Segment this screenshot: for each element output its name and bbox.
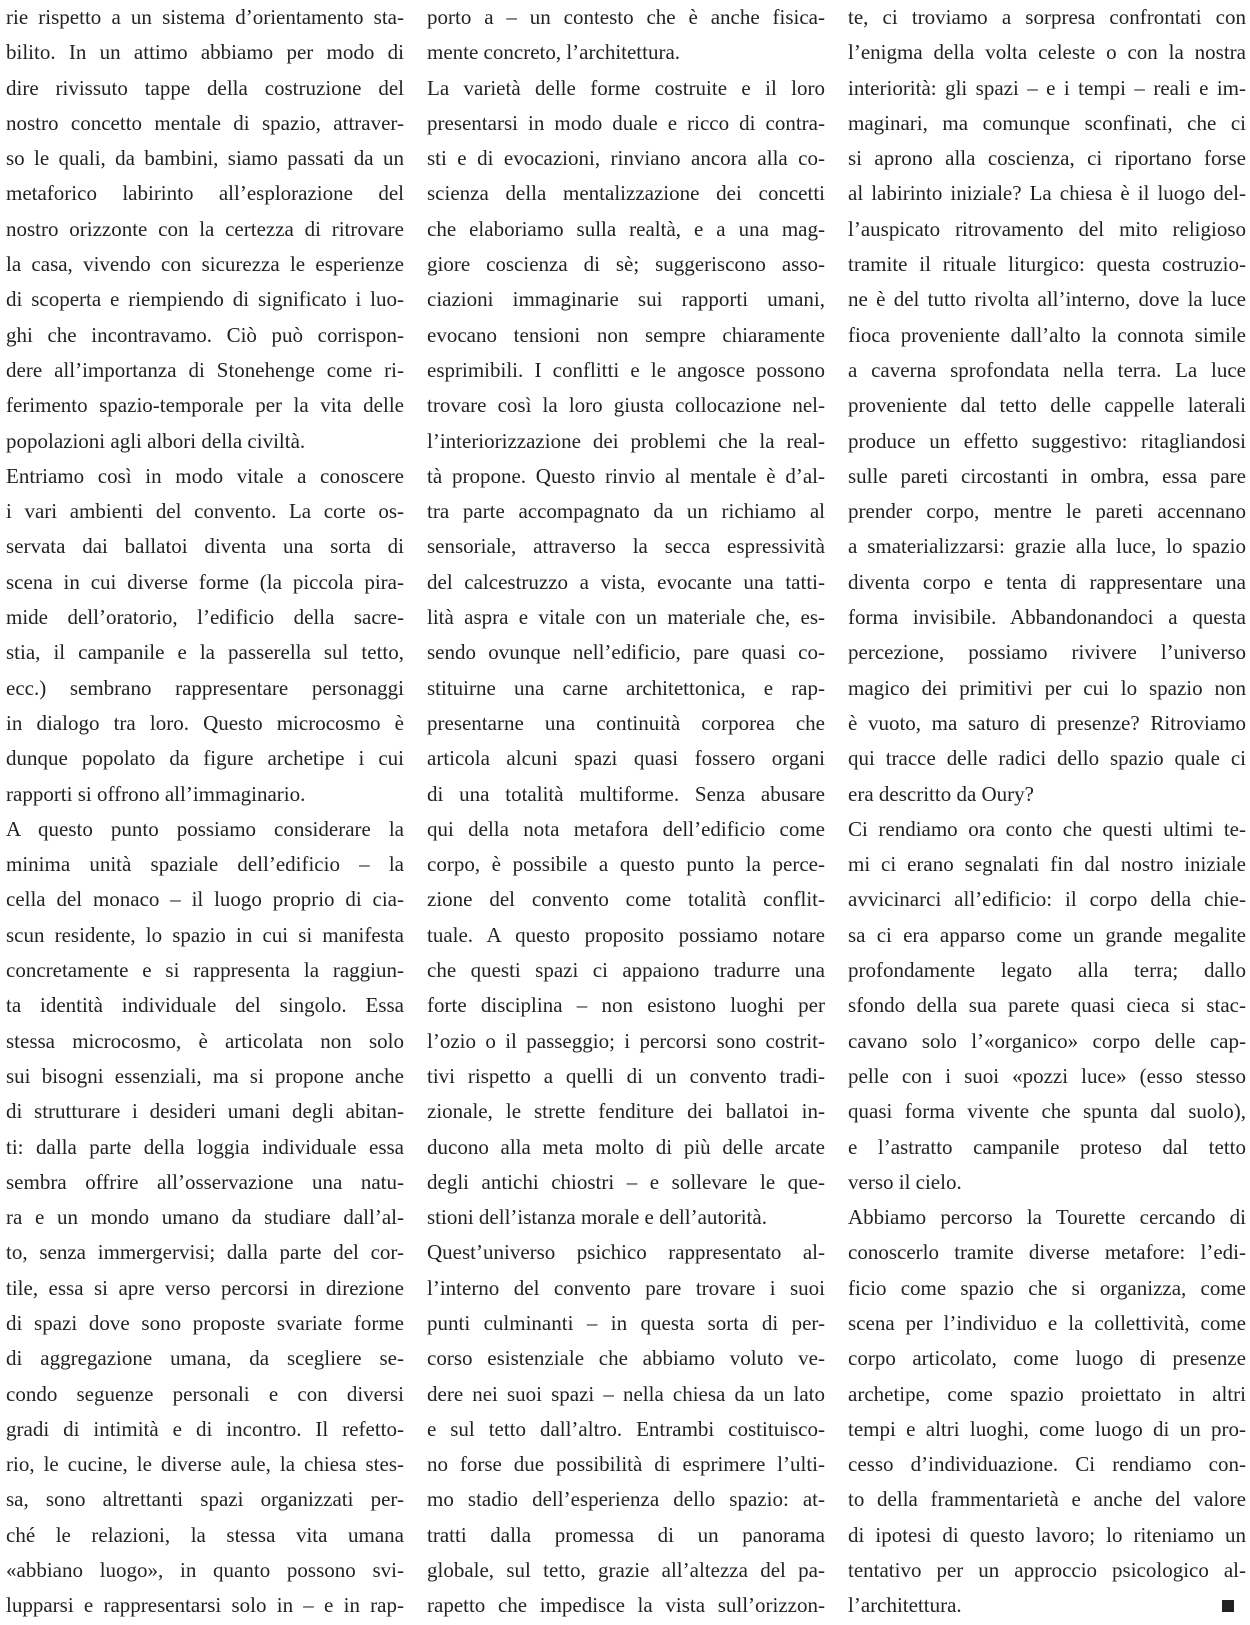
text-line: verso il cielo. [848,1169,962,1194]
text-line: ché le relazioni, la stessa vita umana [6,1522,404,1547]
text-column-2 [427,0,825,1624]
text-line: stioni dell’istanza morale e dell’autorità. [427,1205,767,1230]
text-line: sensoriale, attraverso la secca espressività [427,534,825,559]
text-line: forma invisibile. Abbandonandoci a questa [848,605,1246,630]
text-column-1 [6,0,404,1624]
text-line: sui bisogni essenziali, ma si propone anche [6,1063,404,1088]
text-line: tramite il rituale liturgico: questa costruzio- [848,252,1246,277]
text-line: al labirinto iniziale? La chiesa è il luogo del- [848,181,1246,206]
text-line: era descritto da Oury? [848,781,1034,806]
text-line: ta identità individuale del singolo. Essa [6,993,404,1018]
text-line: sembra offrire all’osservazione una natu- [6,1169,404,1194]
text-line: metaforico labirinto all’esplorazione del [6,181,404,206]
text-line: di una totalità multiforme. Senza abusare [427,781,825,806]
text-line: esprimibili. I conflitti e le angosce possono [427,357,825,382]
text-line: dire rivissuto tappe della costruzione del [6,75,404,100]
text-line: mide dell’oratorio, l’edificio della sacre- [6,605,404,630]
text-line: sfondo della sua parete quasi cieca si stac- [848,993,1246,1018]
text-line: porto a – un contesto che è anche fisica- [427,5,825,29]
text-line: prender corpo, mentre le pareti accennano [848,499,1246,524]
text-line: popolazioni agli albori della civiltà. [6,428,306,453]
text-line: cella del monaco – il luogo proprio di cia- [6,887,404,912]
text-line: stia, il campanile e la passerella sul tetto, [6,640,404,665]
text-line: che elaboriamo sulla realtà, e a una mag- [427,216,825,241]
text-line: giore coscienza di sè; suggeriscono asso- [427,252,825,277]
text-line: to, senza immergervisi; dalla parte del cor- [6,1240,404,1265]
text-line: in dialogo tra loro. Questo microcosmo è [6,710,404,735]
text-line: stituirne una carne architettonica, e rap- [427,675,825,700]
text-line: conoscerlo tramite diverse metafore: l’edi- [848,1240,1246,1265]
text-line: presentarsi in modo duale e ricco di contra- [427,110,825,135]
text-line: mente concreto, l’architettura. [427,40,681,65]
text-line: di spazi dove sono proposte svariate forme [6,1310,404,1335]
text-line: scienza della mentalizzazione dei concetti [427,181,825,206]
text-line: presentarne una continuità corporea che [427,710,825,735]
text-line: magico dei primitivi per cui lo spazio non [848,675,1246,700]
text-line: di scoperta e riempiendo di significato i luo- [6,287,404,312]
text-line: minima unità spaziale dell’edificio – la [6,852,404,877]
text-line: globale, sul tetto, grazie all’altezza del pa- [427,1558,825,1583]
text-line: percezione, possiamo rivivere l’universo [848,640,1246,665]
text-line: condo seguenze personali e con diversi [6,1381,404,1406]
text-line: e l’astratto campanile proteso dal tetto [848,1134,1246,1159]
text-line: dere nei suoi spazi – nella chiesa da un lato [427,1381,825,1406]
text-line: cesso d’individuazione. Ci rendiamo con- [848,1452,1246,1477]
text-line: bilito. In un attimo abbiamo per modo di [6,40,404,65]
text-line: corpo articolato, come luogo di presenze [848,1346,1246,1371]
text-line: tuale. A questo proposito possiamo notare [427,922,825,947]
text-line: La varietà delle forme costruite e il loro [427,75,825,100]
text-line: l’auspicato ritrovamento del mito religioso [848,216,1246,241]
text-line: si aprono alla coscienza, ci riportano forse [848,146,1246,171]
text-line: tempi e altri luoghi, come luogo di un pro- [848,1416,1246,1441]
text-line: so le quali, da bambini, siamo passati da un [6,146,404,171]
text-line: tivi rispetto a quelli di un convento tradi- [427,1063,825,1088]
text-line: punti culminanti – in questa sorta di per- [427,1310,825,1335]
text-line: dere all’importanza di Stonehenge come ri- [6,357,404,382]
text-line: «abbiano luogo», in quanto possono svi- [6,1558,404,1583]
text-line: ti: dalla parte della loggia individuale essa [6,1134,404,1159]
text-line: a caverna sprofondata nella terra. La luce [848,357,1246,382]
text-line: ducono alla meta molto di più delle arcate [427,1134,825,1159]
text-line: ficio come spazio che si organizza, come [848,1275,1246,1300]
text-line: mi ci erano segnalati fin dal nostro iniziale [848,852,1246,877]
text-line: tà propone. Questo rinvio al mentale è d’al- [427,463,825,488]
text-line: diventa corpo e tenta di rappresentare una [848,569,1246,594]
text-line: lupparsi e rappresentarsi solo in – e in rap- [6,1593,404,1618]
text-line: rapetto che impedisce la vista sull’orizzon- [427,1593,825,1618]
text-line: corso esistenziale che abbiamo voluto ve- [427,1346,825,1371]
text-line: di aggregazione umana, da scegliere se- [6,1346,404,1371]
text-line: A questo punto possiamo considerare la [6,816,404,841]
text-line: che questi spazi ci appaiono tradurre una [427,958,825,983]
text-line: tra parte accompagnato da un richiamo al [427,499,825,524]
text-line: zionale, le strette fenditure dei ballatoi in- [427,1099,825,1124]
text-line: ecc.) sembrano rappresentare personaggi [6,675,404,700]
text-line: sulle pareti circostanti in ombra, essa pare [848,463,1246,488]
text-line: ciazioni immaginarie sui rapporti umani, [427,287,825,312]
text-line: trovare così la loro giusta collocazione nel- [427,393,825,418]
text-line: del calcestruzzo a vista, evocante una tatti- [427,569,825,594]
text-line: ghi che incontravamo. Ciò può corrispon- [6,322,404,347]
text-line: di ipotesi di questo lavoro; lo riteniamo un [848,1522,1246,1547]
text-line: scena in cui diverse forme (la piccola pira- [6,569,404,594]
text-line: tratti dalla promessa di un panorama [427,1522,825,1547]
text-line: lità aspra e vitale con un materiale che, es- [427,605,825,630]
text-line: sti e di evocazioni, rinviano ancora alla co- [427,146,825,171]
text-line: zione del convento come totalità conflit- [427,887,825,912]
text-line: nostro concetto mentale di spazio, attraver- [6,110,404,135]
text-line: di strutturare i desideri umani degli abitan- [6,1099,404,1124]
text-line: fioca proveniente dall’alto la connota simile [848,322,1246,347]
text-line: evocano tensioni non sempre chiaramente [427,322,825,347]
text-line: l’architettura. [848,1593,962,1618]
text-line: sa ci era apparso come un grande megalite [848,922,1246,947]
text-line: rio, le cucine, le diverse aule, la chiesa stes- [6,1452,404,1477]
text-line: corpo, è possibile a questo punto la perce- [427,852,825,877]
text-line: rapporti si offrono all’immaginario. [6,781,306,806]
text-line: e sul tetto dall’altro. Entrambi costituisco- [427,1416,825,1441]
text-line: te, ci troviamo a sorpresa confrontati con [848,5,1246,29]
text-line: ne è del tutto rivolta all’interno, dove la luce [848,287,1246,312]
text-line: interiorità: gli spazi – e i tempi – reali e im- [848,75,1246,100]
text-line: mo stadio dell’esperienza dello spazio: at- [427,1487,825,1512]
text-line: qui tracce delle radici dello spazio quale ci [848,746,1246,771]
text-line: cavano solo l’«organico» corpo delle cap- [848,1028,1246,1053]
text-line: l’ozio o il passeggio; i percorsi sono costrit- [427,1028,825,1053]
text-line: la casa, vivendo con sicurezza le esperienze [6,252,404,277]
text-line: rie rispetto a un sistema d’orientamento sta- [6,5,404,29]
text-line: è vuoto, ma saturo di presenze? Ritroviamo [848,710,1246,735]
text-line: scun residente, lo spazio in cui si manifesta [6,922,404,947]
text-line: Abbiamo percorso la Tourette cercando di [848,1205,1246,1230]
text-line: gradi di intimità e di incontro. Il refetto- [6,1416,404,1441]
end-of-article-square [1222,1600,1234,1612]
text-line: proveniente dal tetto delle cappelle laterali [848,393,1246,418]
text-line: avvicinarci all’edificio: il corpo della chie- [848,887,1246,912]
text-line: ra e un mondo umano da studiare dall’al- [6,1205,404,1230]
text-line: l’enigma della volta celeste o con la nostra [848,40,1246,65]
text-line: articola alcuni spazi quasi fossero organi [427,746,825,771]
text-line: forte disciplina – non esistono luoghi per [427,993,825,1018]
text-line: archetipe, come spazio proiettato in altri [848,1381,1246,1406]
text-line: degli antichi chiostri – e sollevare le que- [427,1169,825,1194]
text-line: maginari, ma comunque sconfinati, che ci [848,110,1246,135]
text-line: pelle con i suoi «pozzi luce» (esso stesso [848,1063,1246,1088]
text-line: Quest’universo psichico rappresentato al- [427,1240,825,1265]
text-line: tile, essa si apre verso percorsi in direzione [6,1275,404,1300]
text-line: a smaterializzarsi: grazie alla luce, lo spazio [848,534,1246,559]
text-line: quasi forma vivente che spunta dal suolo), [848,1099,1246,1124]
text-line: dunque popolato da figure archetipe i cui [6,746,404,771]
text-line: qui della nota metafora dell’edificio come [427,816,825,841]
text-line: no forse due possibilità di esprimere l’ulti- [427,1452,825,1477]
text-line: servata dai ballatoi diventa una sorta di [6,534,404,559]
text-line: scena per l’individuo e la collettività, come [848,1310,1246,1335]
text-line: Ci rendiamo ora conto che questi ultimi te- [848,816,1246,841]
text-line: i vari ambienti del convento. La corte os- [6,499,404,524]
text-line: profondamente legato alla terra; dallo [848,958,1246,983]
text-line: ferimento spazio-temporale per la vita delle [6,393,404,418]
text-line: l’interno del convento pare trovare i suoi [427,1275,825,1300]
text-line: to della frammentarietà e anche del valore [848,1487,1246,1512]
text-line: concretamente e si rappresenta la raggiun- [6,958,404,983]
text-line: stessa microcosmo, è articolata non solo [6,1028,404,1053]
text-line: Entriamo così in modo vitale a conoscere [6,463,404,488]
text-line: sa, sono altrettanti spazi organizzati per- [6,1487,404,1512]
text-column-3 [848,0,1246,1624]
text-line: l’interiorizzazione dei problemi che la real- [427,428,825,453]
text-line: sendo ovunque nell’edificio, pare quasi co- [427,640,825,665]
text-line: produce un effetto suggestivo: ritagliandosi [848,428,1246,453]
text-line: tentativo per un approccio psicologico al- [848,1558,1246,1583]
text-line: nostro orizzonte con la certezza di ritrovare [6,216,404,241]
